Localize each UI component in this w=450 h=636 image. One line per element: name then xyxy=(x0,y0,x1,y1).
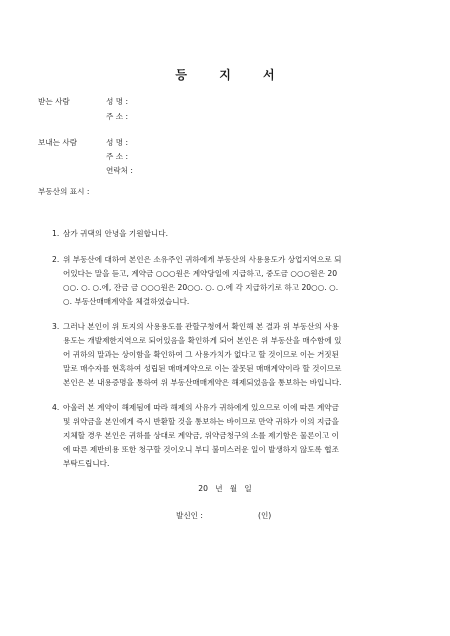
signature-label: 발신인 : xyxy=(176,511,203,520)
paragraph-number: 4. xyxy=(52,403,60,412)
sender-name-label: 성 명 : xyxy=(106,138,129,147)
paragraph-number: 2. xyxy=(52,255,60,264)
recipient-label: 받는 사람 xyxy=(38,97,70,106)
recipient-address-label: 주 소 : xyxy=(106,112,129,121)
date-line: 20 년 월 일 xyxy=(198,484,252,493)
paragraph-text: 위 부동산에 대하여 본인은 소유주인 귀하에게 부동산의 사용용도가 상업지역으로 되 어있다는 말을 듣고, 계약금 ○○○원은 계약당일에 지급하고, 중도금 ○○○원은 20 ○○. ○. ○.에, 잔금 금 ○○○원은 20○○. ○. ○.에 각 지급하기로 하고 20○○. ○. ○. 부동산매매계약을 체결하였습니다. xyxy=(63,255,342,306)
paragraph-2 xyxy=(52,253,402,309)
seal-mark: (인) xyxy=(258,511,272,520)
paragraph-text: 삼가 귀댁의 안녕을 기원합니다. xyxy=(63,229,169,238)
paragraph-number: 3. xyxy=(52,322,60,331)
sender-address-label: 주 소 : xyxy=(106,152,129,161)
sender-label: 보내는 사람 xyxy=(38,138,78,147)
paragraph-text: 그러나 본인이 위 토지의 사용용도를 관할구청에서 확인해 본 결과 위 부동산의 사용 용도는 개발제한지역으로 되어있음을 확인하게 되어 본인은 위 부동산을 매수함에 있 어 귀하의 말과는 상이함을 확인하여 그 사용가치가 없다고 할 것이므로 이는 거짓된 말로 매수자를 현혹하여 성립된 매매계약으로 이는 잘못된 매매계약이라 할 것이므로 본인은 본 내용증명을 통하여 위 부동산매매계약은 해제되었음을 통보하는 바입니다. xyxy=(63,322,342,387)
paragraph-3 xyxy=(52,320,402,390)
paragraph-4 xyxy=(52,401,402,471)
document-title: 등 지 서 xyxy=(175,68,289,82)
property-label: 부동산의 표시 : xyxy=(38,187,90,196)
paragraph-number: 1. xyxy=(52,229,60,238)
paragraph-1 xyxy=(52,227,402,241)
paragraph-text: 아울러 본 계약이 해제됨에 따라 해제의 사유가 귀하에게 있으므로 이에 따른 계약금 및 위약금을 본인에게 즉시 반환할 것을 통보하는 바이므로 만약 귀하가 이의 지급을 지체할 경우 본인은 귀하를 상대로 계약금, 위약금청구의 소를 제기함은 물론이고 이 에 따른 제반비용 또한 청구할 것이오니 부디 불미스러운 일이 발생하지 않도록 협조 부탁드립니다. xyxy=(63,403,339,468)
recipient-name-label: 성 명 : xyxy=(106,97,129,106)
sender-contact-label: 연락처 : xyxy=(106,166,133,175)
